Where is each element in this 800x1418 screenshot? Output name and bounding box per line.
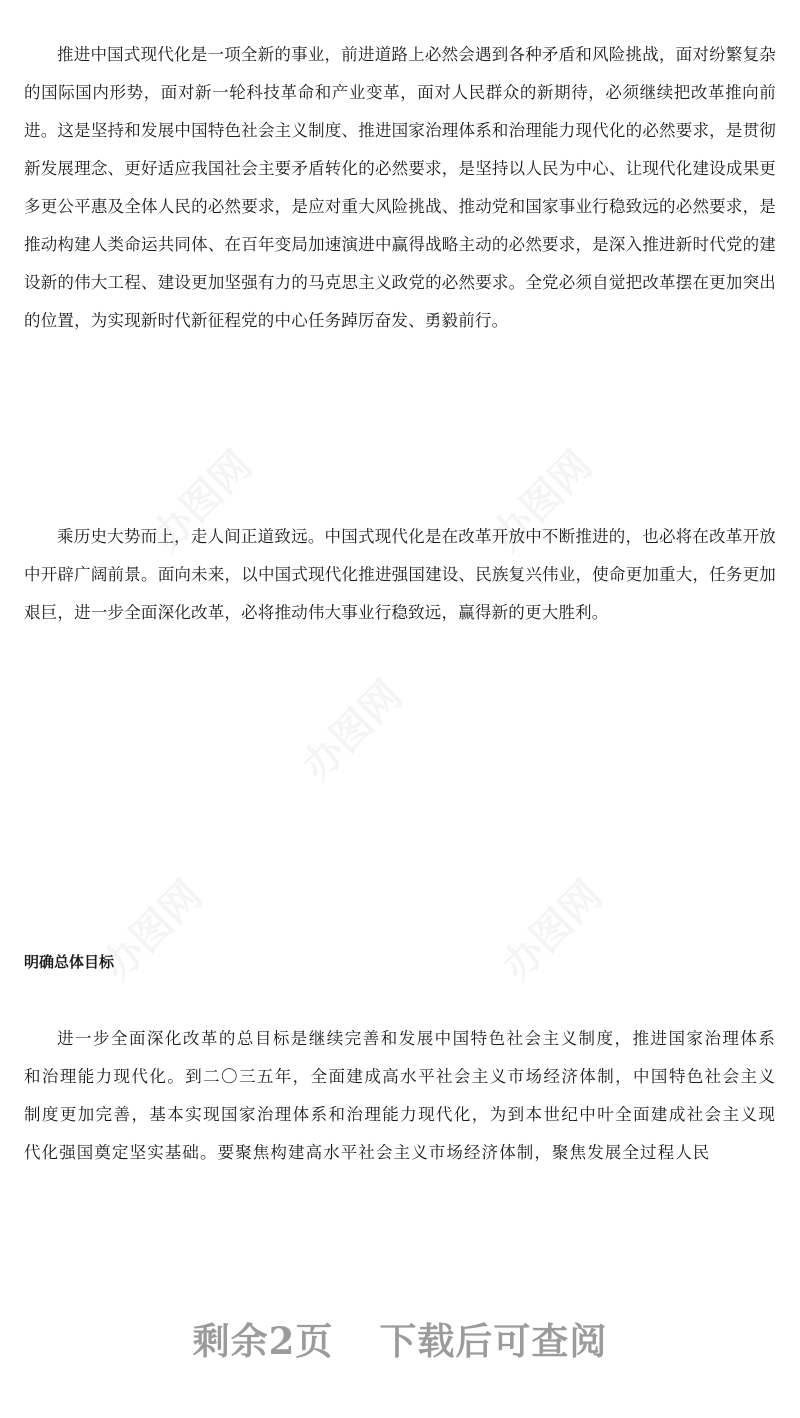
- section-paragraph: 进一步全面深化改革的总目标是继续完善和发展中国特色社会主义制度，推进国家治理体系和治理能力现代化。到二〇三五年，全面建成高水平社会主义市场经济体制，中国特色社会主义制度更加完善，基本实现国家治理体系和治理能力现代化，为到本世纪中叶全面建成社会主义现代化强国奠定坚实基础。要聚焦构建高水平社会主义市场经济体制，聚焦发展全过程人民: [24, 1029, 776, 1162]
- watermark-logo: [287, 666, 412, 791]
- download-prompt-banner[interactable]: [0, 1316, 800, 1366]
- remaining-pages-label: 剩余2页: [192, 1319, 334, 1363]
- section-heading: 明确总体目标: [24, 953, 115, 971]
- download-hint-label: 下载后可查阅: [379, 1319, 608, 1363]
- body-paragraph: 乘历史大势而上，走人间正道致远。中国式现代化是在改革开放中不断推进的，也必将在改革开放中开辟广阔前景。面向未来，以中国式现代化推进强国建设、民族复兴伟业，使命更加重大，任务更加艰巨，进一步全面深化改革，必将推动伟大事业行稳致远，赢得新的更大胜利。: [24, 527, 776, 622]
- watermark-logo: [487, 866, 612, 991]
- body-paragraph: 推进中国式现代化是一项全新的事业，前进道路上必然会遇到各种矛盾和风险挑战，面对纷繁复杂的国际国内形势，面对新一轮科技革命和产业变革，面对人民群众的新期待，必须继续把改革推向前进。这是坚持和发展中国特色社会主义制度、推进国家治理体系和治理能力现代化的必然要求，是贯彻新发展理念、更好适应我国社会主要矛盾转化的必然要求，是坚持以人民为中心、让现代化建设成果更多更公平惠及全体人民的必然要求，是应对重大风险挑战、推动党和国家事业行稳致远的必然要求，是推动构建人类命运共同体、在百年变局加速演进中赢得战略主动的必然要求，是深入推进新时代党的建设新的伟大工程、建设更加坚强有力的马克思主义政党的必然要求。全党必须自觉把改革摆在更加突出的位置，为实现新时代新征程党的中心任务踔厉奋发、勇毅前行。: [24, 45, 776, 330]
